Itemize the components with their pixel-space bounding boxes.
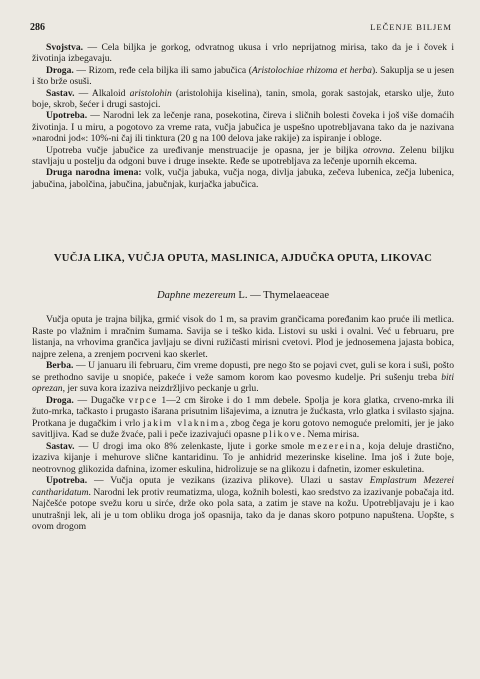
text-svojstva: — Cela biljka je gorkog, odvratnog ukusa i vrlo neprijatnog mirisa, tako da je i čovek i životinja izbegavaju. bbox=[32, 42, 454, 65]
text-droga2-a: — Dugačke bbox=[73, 394, 129, 406]
label-upotreba-3: Upotreba. bbox=[46, 475, 88, 486]
alkaloid-name: aristolohin bbox=[129, 87, 172, 99]
text-droga2-b: 1—2 cm široke i do 1 mm debele. Spolja je kora glatka, crveno-mrka ili žuto-mrka, tačkasto i prugasto išarana prisutnim lišajevima, a iznutra je žućkasta, vrlo glatka i svilasto sjajna. Protkana je dugačkim i vrlo bbox=[32, 394, 454, 429]
latin-name-line bbox=[32, 290, 454, 301]
text-sastav2-a: — U drogi ima oko 8% zelenkaste, ljute i gorke smole bbox=[74, 440, 309, 452]
page-header bbox=[30, 22, 452, 36]
text-upotreba: — Narodni lek za lečenje rana, posekotina, čireva i sličnih bolesti čoveka i još više domaćih životinja. I u miru, a pogotovo za vreme rata, vučja jabučica je uspešno upotrebljavana tako da je nazivana »narodni jod«: 10%-ni čaj ili tinktura (20 g na 100 delova jake rakije) za ispiranje i obloge. bbox=[32, 110, 454, 145]
label-folk-names: Druga narodna imena: bbox=[46, 167, 142, 179]
text-sastav2-b: , koja deluje drastično, izaziva kijanje i mehurove slične kantaridinu. To je anhidrid mezerinske kiseline. Ima još i žute boje, neotrovnog glikozida dafnina, izomer eskulina, hidrolizuje se na glikozu i dafnetin, izomer eskuletina. bbox=[32, 440, 454, 475]
text-droga-b: ). Sakuplja se u jesen i što brže osuši. bbox=[32, 64, 454, 88]
latin-author-family: L. — Thymelaeaceae bbox=[235, 290, 330, 301]
paragraph-svojstva bbox=[32, 42, 454, 65]
running-head: LEČENJE BILJEM bbox=[370, 22, 452, 32]
label-svojstva: Svojstva. bbox=[46, 42, 84, 53]
paragraph-sastav bbox=[32, 88, 454, 111]
text-droga2-d: . Nema mirisa. bbox=[302, 429, 360, 440]
paragraph-intro: Vučja oputa je trajna biljka, grmić visok do 1 m, sa pravim grančicama poređanim kao pruće ili metlica. Raste po vlažnim i mračnim šumama. Savija se i teško kida. Listovi su uski i ovalni. Već u februaru, pre listanja, na vrhovima grančica javljaju se divni ružičasti mirisni cvetovi. Plod je jednosemena jajasta bobica, najpre zelena, a zrenjem pocrveni kao skerlet. bbox=[32, 314, 454, 360]
paragraph-upotreba bbox=[32, 110, 454, 144]
label-sastav: Sastav. bbox=[46, 87, 75, 99]
paragraph-berba bbox=[32, 360, 454, 395]
emplastrum-name: Emplastrum Mezerei cantharidatum bbox=[32, 475, 454, 498]
text-sastav-a: — Alkaloid bbox=[74, 87, 130, 99]
word-otrovna: otrovna bbox=[362, 144, 393, 156]
label-droga-2: Droga. bbox=[46, 394, 74, 406]
section-vucja-jabucica-continued bbox=[32, 42, 454, 190]
phrase-biti-oprezan: biti oprezan bbox=[32, 371, 454, 394]
label-sastav-2: Sastav. bbox=[46, 440, 75, 452]
paragraph-upotreba-2 bbox=[32, 145, 454, 168]
spaced-vrpce: vrpce bbox=[128, 394, 158, 406]
text-berba-b: , jer suva kora izaziva neizdržljivo peckanje u grlu. bbox=[62, 383, 259, 394]
text-droga-a: — Rizom, ređe cela biljka ili samo jabučica ( bbox=[73, 64, 252, 76]
label-upotreba: Upotreba. bbox=[46, 110, 88, 122]
spaced-plikove: plikove bbox=[262, 429, 303, 440]
page-number: 286 bbox=[30, 22, 45, 33]
section-vucja-oputa bbox=[32, 314, 454, 533]
text-upotreba3-a: — Vučja oputa je vezikans (izaziva plikove). Ulazi u sastav bbox=[87, 475, 370, 486]
latin-drug-name: Aristolochiae rhizoma et herba bbox=[251, 64, 372, 76]
text-droga2-c: , zbog čega je koru gotovo nemoguće prelomiti, jer je jako savitljiva. Kad se duže žvaće, pali i peče izazivajući opasne bbox=[32, 417, 454, 440]
latin-name: Daphne mezereum bbox=[156, 290, 236, 301]
paragraph-folk-names bbox=[32, 167, 454, 190]
section-title: VUČJA LIKA, VUČJA OPUTA, MASLINICA, AJDUČKA OPUTA, LIKOVAC bbox=[53, 253, 433, 264]
paragraph-droga bbox=[32, 65, 454, 88]
label-berba: Berba. bbox=[46, 360, 74, 371]
spaced-jakim-vlaknima: jakim vlaknima bbox=[142, 417, 226, 429]
text-sastav-b: (aristolohija kiselina), tanin, smola, gorak sastojak, etarsko ulje, žuto boje, skrob, šećer i drugi sastojci. bbox=[32, 87, 454, 111]
paragraph-sastav-2 bbox=[32, 441, 454, 476]
spaced-mezereina: mezereina bbox=[308, 440, 362, 452]
paragraph-droga-2 bbox=[32, 395, 454, 441]
text-folk-names: volk, vučja jabuka, vučja noga, divlja jabuka, zečeva lubenica, zečja lubenica, jabučina, jabolčina, jabučina, jabučnjak, kurjačka jabučica. bbox=[32, 167, 454, 190]
label-droga: Droga. bbox=[46, 64, 74, 76]
paragraph-upotreba-3 bbox=[32, 475, 454, 533]
text-upotreba2-a: Upotreba vučje jabučice za uređivanje menstruacije je opasna, jer je biljka bbox=[46, 144, 363, 156]
text-berba-a: — U januaru ili februaru, čim vreme dopusti, pre nego što se pojavi cvet, guli se kora i suši, pošto se prethodno savije u snopiće, pakeće i veže samom korom kao povesmo kudelje. Pri sušenju treba bbox=[32, 360, 454, 383]
text-upotreba2-b: . Zelenu biljku stavljaju u postelju da odgoni buve i druge insekte. Ređe se upotrebljava za lečenje upornih ekcema. bbox=[32, 144, 454, 168]
text-upotreba3-b: . Narodni lek protiv reumatizma, uloga, kožnih bolesti, kao sredstvo za izazivanje pobačaja itd. Najčešće potope svežu koru u sirće, drže oko pola sata, a zatim je stave na kožu. Upotrebljavaju je i kao unutrašnji lek, ali je u tom obliku droga još opasnija, tako da je danas skoro potpuno napuštena. Uopšte, s ovom drogom bbox=[32, 486, 454, 532]
